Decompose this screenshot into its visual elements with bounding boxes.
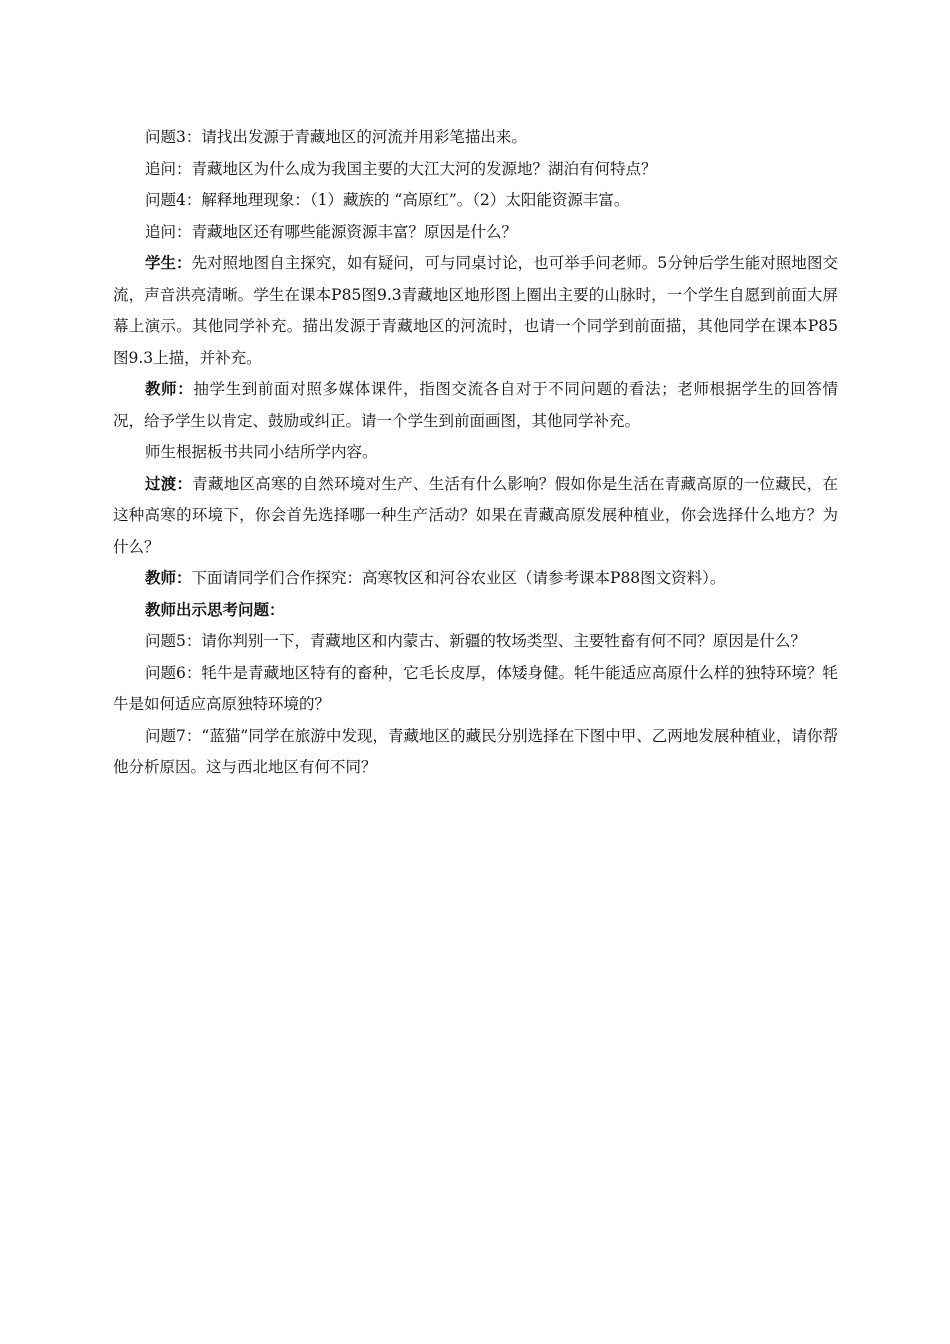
paragraph-lead: 教师出示思考问题： [145, 600, 285, 619]
paragraph-transition [113, 469, 838, 564]
paragraph-lead: 教师： [145, 569, 192, 587]
paragraph-text: 师生根据板书共同小结所学内容。 [145, 443, 378, 461]
paragraph-question-3 [113, 122, 838, 154]
paragraph-teacher-activity [113, 374, 838, 437]
paragraph-text: 追问：青藏地区为什么成为我国主要的大江大河的发源地？湖泊有何特点？ [145, 159, 657, 178]
document-body [113, 122, 838, 784]
paragraph-text: 问题3：请找出发源于青藏地区的河流并用彩笔描出来。 [145, 128, 527, 146]
paragraph-question-4 [113, 185, 838, 217]
paragraph-text: 下面请同学们合作探究：高寒牧区和河谷农业区（请参考课本P88图文资料）。 [191, 569, 726, 587]
paragraph-text: 追问：青藏地区还有哪些能源资源丰富？原因是什么？ [145, 222, 518, 241]
paragraph-text: 问题6：牦牛是青藏地区特有的畜种，它毛长皮厚，体矮身健。牦牛能适应高原什么样的独特环境？牦牛是如何适应高原独特环境的？ [113, 663, 838, 713]
paragraph-teacher-questions-heading [113, 595, 838, 627]
paragraph-lead: 过渡： [145, 474, 193, 493]
paragraph-text: 问题5：请你判别一下，青藏地区和内蒙古、新疆的牧场类型、主要牲畜有何不同？原因是什么？ [145, 632, 806, 650]
paragraph-text: 问题7：“蓝猫”同学在旅游中发现，青藏地区的藏民分别选择在下图中甲、乙两地发展种植业，请你帮他分析原因。这与西北地区有何不同？ [113, 726, 838, 776]
paragraph-question-5 [113, 626, 838, 658]
paragraph-student-activity [113, 248, 838, 374]
paragraph-text: 问题4：解释地理现象：（1）藏族的 “高原红”。（2）太阳能资源丰富。 [145, 191, 630, 209]
paragraph-question-6 [113, 658, 838, 721]
paragraph-text: 抽学生到前面对照多媒体课件，指图交流各自对于不同问题的看法；老师根据学生的回答情况，给予学生以肯定、鼓励或纠正。请一个学生到前面画图，其他同学补充。 [113, 380, 838, 430]
paragraph-question-7 [113, 721, 838, 784]
paragraph-followup-1 [113, 154, 838, 186]
paragraph-text: 青藏地区高寒的自然环境对生产、生活有什么影响？假如你是生活在青藏高原的一位藏民，在这种高寒的环境下，你会首先选择哪一种生产活动？如果在青藏高原发展种植业，你会选择什么地方？为什么？ [113, 474, 838, 556]
paragraph-followup-2 [113, 217, 838, 249]
paragraph-summary [113, 437, 838, 469]
paragraph-teacher-cooperation [113, 563, 838, 595]
paragraph-text: 先对照地图自主探究，如有疑问，可与同桌讨论，也可举手问老师。5分钟后学生能对照地图交流，声音洪亮清晰。学生在课本P85图9.3青藏地区地形图上圈出主要的山脉时，一个学生自愿到前面大屏幕上演示。其他同学补充。描出发源于青藏地区的河流时，也请一个同学到前面描，其他同学在课本P85图9.3上描，并补充。 [113, 254, 838, 367]
paragraph-lead: 教师： [145, 380, 194, 398]
paragraph-lead: 学生： [145, 254, 192, 272]
